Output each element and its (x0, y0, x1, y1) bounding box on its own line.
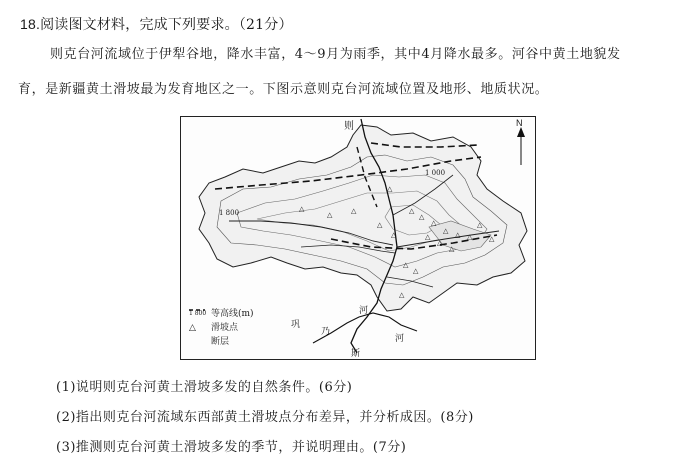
svg-text:△: △ (299, 205, 305, 213)
svg-text:△: △ (391, 231, 397, 239)
svg-text:△: △ (399, 291, 405, 299)
material-line-2: 育，是新疆黄土滑坡最为发育地区之一。下图示意则克台河流域位置及地形、地质状况。 (18, 82, 549, 97)
north-arrow-head (517, 127, 525, 137)
north-label: N (516, 118, 523, 128)
svg-text:△: △ (449, 245, 455, 253)
svg-text:△: △ (409, 207, 415, 215)
legend-landslide (189, 321, 254, 335)
legend-fault-label: 断层 (211, 337, 230, 347)
svg-text:△: △ (351, 207, 357, 215)
svg-text:△: △ (489, 235, 495, 243)
svg-text:△: △ (419, 213, 425, 221)
sub-question-1: (1)说明则克台河黄土滑坡多发的自然条件。(6分) (56, 380, 353, 395)
legend-landslide-label: 滑坡点 (211, 323, 239, 333)
svg-text:△: △ (431, 219, 437, 227)
river-label-ze: 则 (344, 121, 354, 132)
map-legend (189, 307, 254, 349)
river-label-he-2: 河 (395, 334, 405, 344)
contour-label-1800: 1 800 (219, 209, 240, 217)
svg-text:△: △ (437, 239, 443, 247)
sub-question-2: (2)指出则克台河流域东西部黄土滑坡点分布差异，并分析成因。(8分) (56, 410, 474, 425)
map-figure (180, 116, 536, 360)
svg-text:△: △ (455, 231, 461, 239)
svg-text:△: △ (467, 233, 473, 241)
svg-text:△: △ (443, 227, 449, 235)
river-label-nai: 乃 (321, 327, 331, 337)
question-title: 阅读图文材料，完成下列要求。（21分） (40, 17, 293, 33)
material-line-1: 则克台河流域位于伊犁谷地，降水丰富，4～9月为雨季，其中4月降水最多。河谷中黄土地貌发 (50, 47, 621, 62)
contour-label-1000: 1 000 (425, 169, 446, 177)
question-number: 18. (20, 16, 41, 32)
sub-question-3: (3)推测则克台河黄土滑坡多发的季节，并说明理由。(7分) (56, 440, 407, 455)
question-header (20, 14, 293, 34)
svg-text:△: △ (377, 221, 383, 229)
river-label-si: 斯 (351, 349, 361, 359)
svg-text:△: △ (403, 261, 409, 269)
legend-contour-label: 等高线(m) (211, 309, 254, 319)
svg-text:△: △ (327, 211, 333, 219)
legend-contour-value: 1 800 (189, 310, 207, 317)
triangle-icon: △ (189, 323, 196, 333)
svg-text:△: △ (425, 233, 431, 241)
basin-outline (199, 125, 527, 311)
svg-text:△: △ (387, 185, 393, 193)
river-label-he-1: 河 (359, 306, 369, 316)
svg-text:△: △ (413, 267, 419, 275)
legend-fault (189, 335, 254, 349)
svg-text:△: △ (477, 221, 483, 229)
river-label-gong: 巩 (291, 320, 301, 330)
